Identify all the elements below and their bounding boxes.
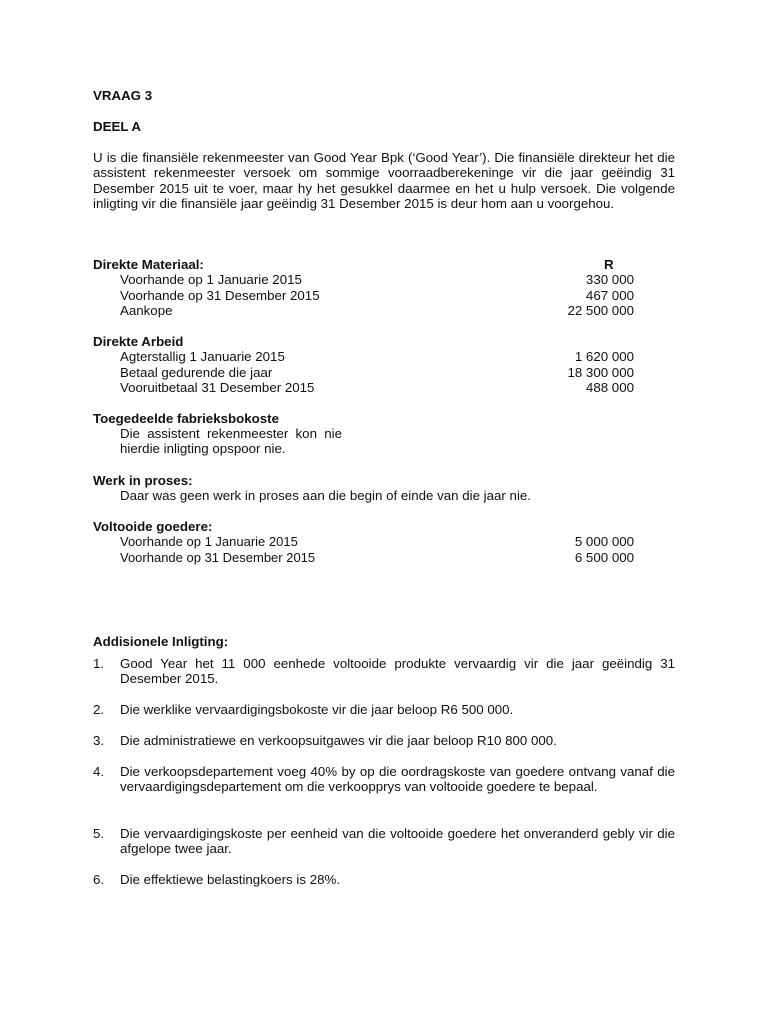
currency-header: R bbox=[604, 257, 614, 272]
wip-title: Werk in proses: bbox=[93, 473, 193, 488]
direct-labour-title: Direkte Arbeid bbox=[93, 334, 184, 349]
fg-row-amount: 6 500 000 bbox=[574, 550, 634, 565]
dm-row-label: Aankope bbox=[120, 303, 173, 318]
list-item-number: 5. bbox=[93, 826, 105, 841]
list-item-text: Good Year het 11 000 eenhede voltooide produkte vervaardig vir die jaar geëindig 31 Desember 2015. bbox=[120, 656, 675, 687]
overheads-title: Toegedeelde fabrieksbokoste bbox=[93, 411, 279, 426]
list-item-text: Die werklike vervaardigingsbokoste vir die jaar beloop R6 500 000. bbox=[120, 702, 514, 717]
list-item-text: Die effektiewe belastingkoers is 28%. bbox=[120, 872, 341, 887]
dl-row-label: Betaal gedurende die jaar bbox=[120, 365, 273, 380]
dl-row-amount: 488 000 bbox=[585, 380, 634, 395]
fg-row-amount: 5 000 000 bbox=[574, 534, 634, 549]
dm-row-amount: 330 000 bbox=[585, 272, 634, 287]
list-item-number: 6. bbox=[93, 872, 105, 887]
list-item-text: Die verkoopsdepartement voeg 40% by op die oordragskoste van goedere ontvang vanaf die vervaardigingsdepartement om die verkoopprys van voltooide goedere te bepaal. bbox=[120, 764, 675, 795]
dl-row-label: Vooruitbetaal 31 Desember 2015 bbox=[120, 380, 315, 395]
overheads-note: Die assistent rekenmeester kon nie hierdie inligting opspoor nie. bbox=[120, 426, 342, 457]
part-heading: DEEL A bbox=[93, 119, 142, 134]
dl-row-amount: 18 300 000 bbox=[567, 365, 634, 380]
dl-row-amount: 1 620 000 bbox=[574, 349, 634, 364]
dm-row-label: Voorhande op 1 Januarie 2015 bbox=[120, 272, 302, 287]
list-item-number: 2. bbox=[93, 702, 105, 717]
dm-row-label: Voorhande op 31 Desember 2015 bbox=[120, 288, 320, 303]
finished-goods-title: Voltooide goedere: bbox=[93, 519, 213, 534]
intro-paragraph: U is die finansiële rekenmeester van Good Year Bpk (‘Good Year’). Die finansiële direkteur het die assistent rekenmeester versoek om sommige voorraadberekeninge vir die jaar geëindig 31 Desember 2015 uit te voer, maar hy het gesukkel daarmee en het u hulp versoek. Die volgende inligting vir die finansiële jaar geëindig 31 Desember 2015 is deur hom aan u voorgehou. bbox=[93, 150, 675, 212]
wip-note: Daar was geen werk in proses aan die begin of einde van die jaar nie. bbox=[120, 488, 531, 503]
dl-row-label: Agterstallig 1 Januarie 2015 bbox=[120, 349, 285, 364]
list-item-number: 1. bbox=[93, 656, 105, 671]
direct-material-title: Direkte Materiaal: bbox=[93, 257, 204, 272]
additional-title: Addisionele Inligting: bbox=[93, 634, 229, 649]
fg-row-label: Voorhande op 31 Desember 2015 bbox=[120, 550, 316, 565]
dm-row-amount: 22 500 000 bbox=[567, 303, 634, 318]
question-heading: VRAAG 3 bbox=[93, 88, 153, 103]
list-item-number: 3. bbox=[93, 733, 105, 748]
list-item-number: 4. bbox=[93, 764, 105, 779]
fg-row-label: Voorhande op 1 Januarie 2015 bbox=[120, 534, 298, 549]
list-item-text: Die vervaardigingskoste per eenheid van die voltooide goedere het onveranderd gebly vir die afgelope twee jaar. bbox=[120, 826, 675, 857]
list-item-text: Die administratiewe en verkoopsuitgawes vir die jaar beloop R10 800 000. bbox=[120, 733, 557, 748]
dm-row-amount: 467 000 bbox=[585, 288, 634, 303]
